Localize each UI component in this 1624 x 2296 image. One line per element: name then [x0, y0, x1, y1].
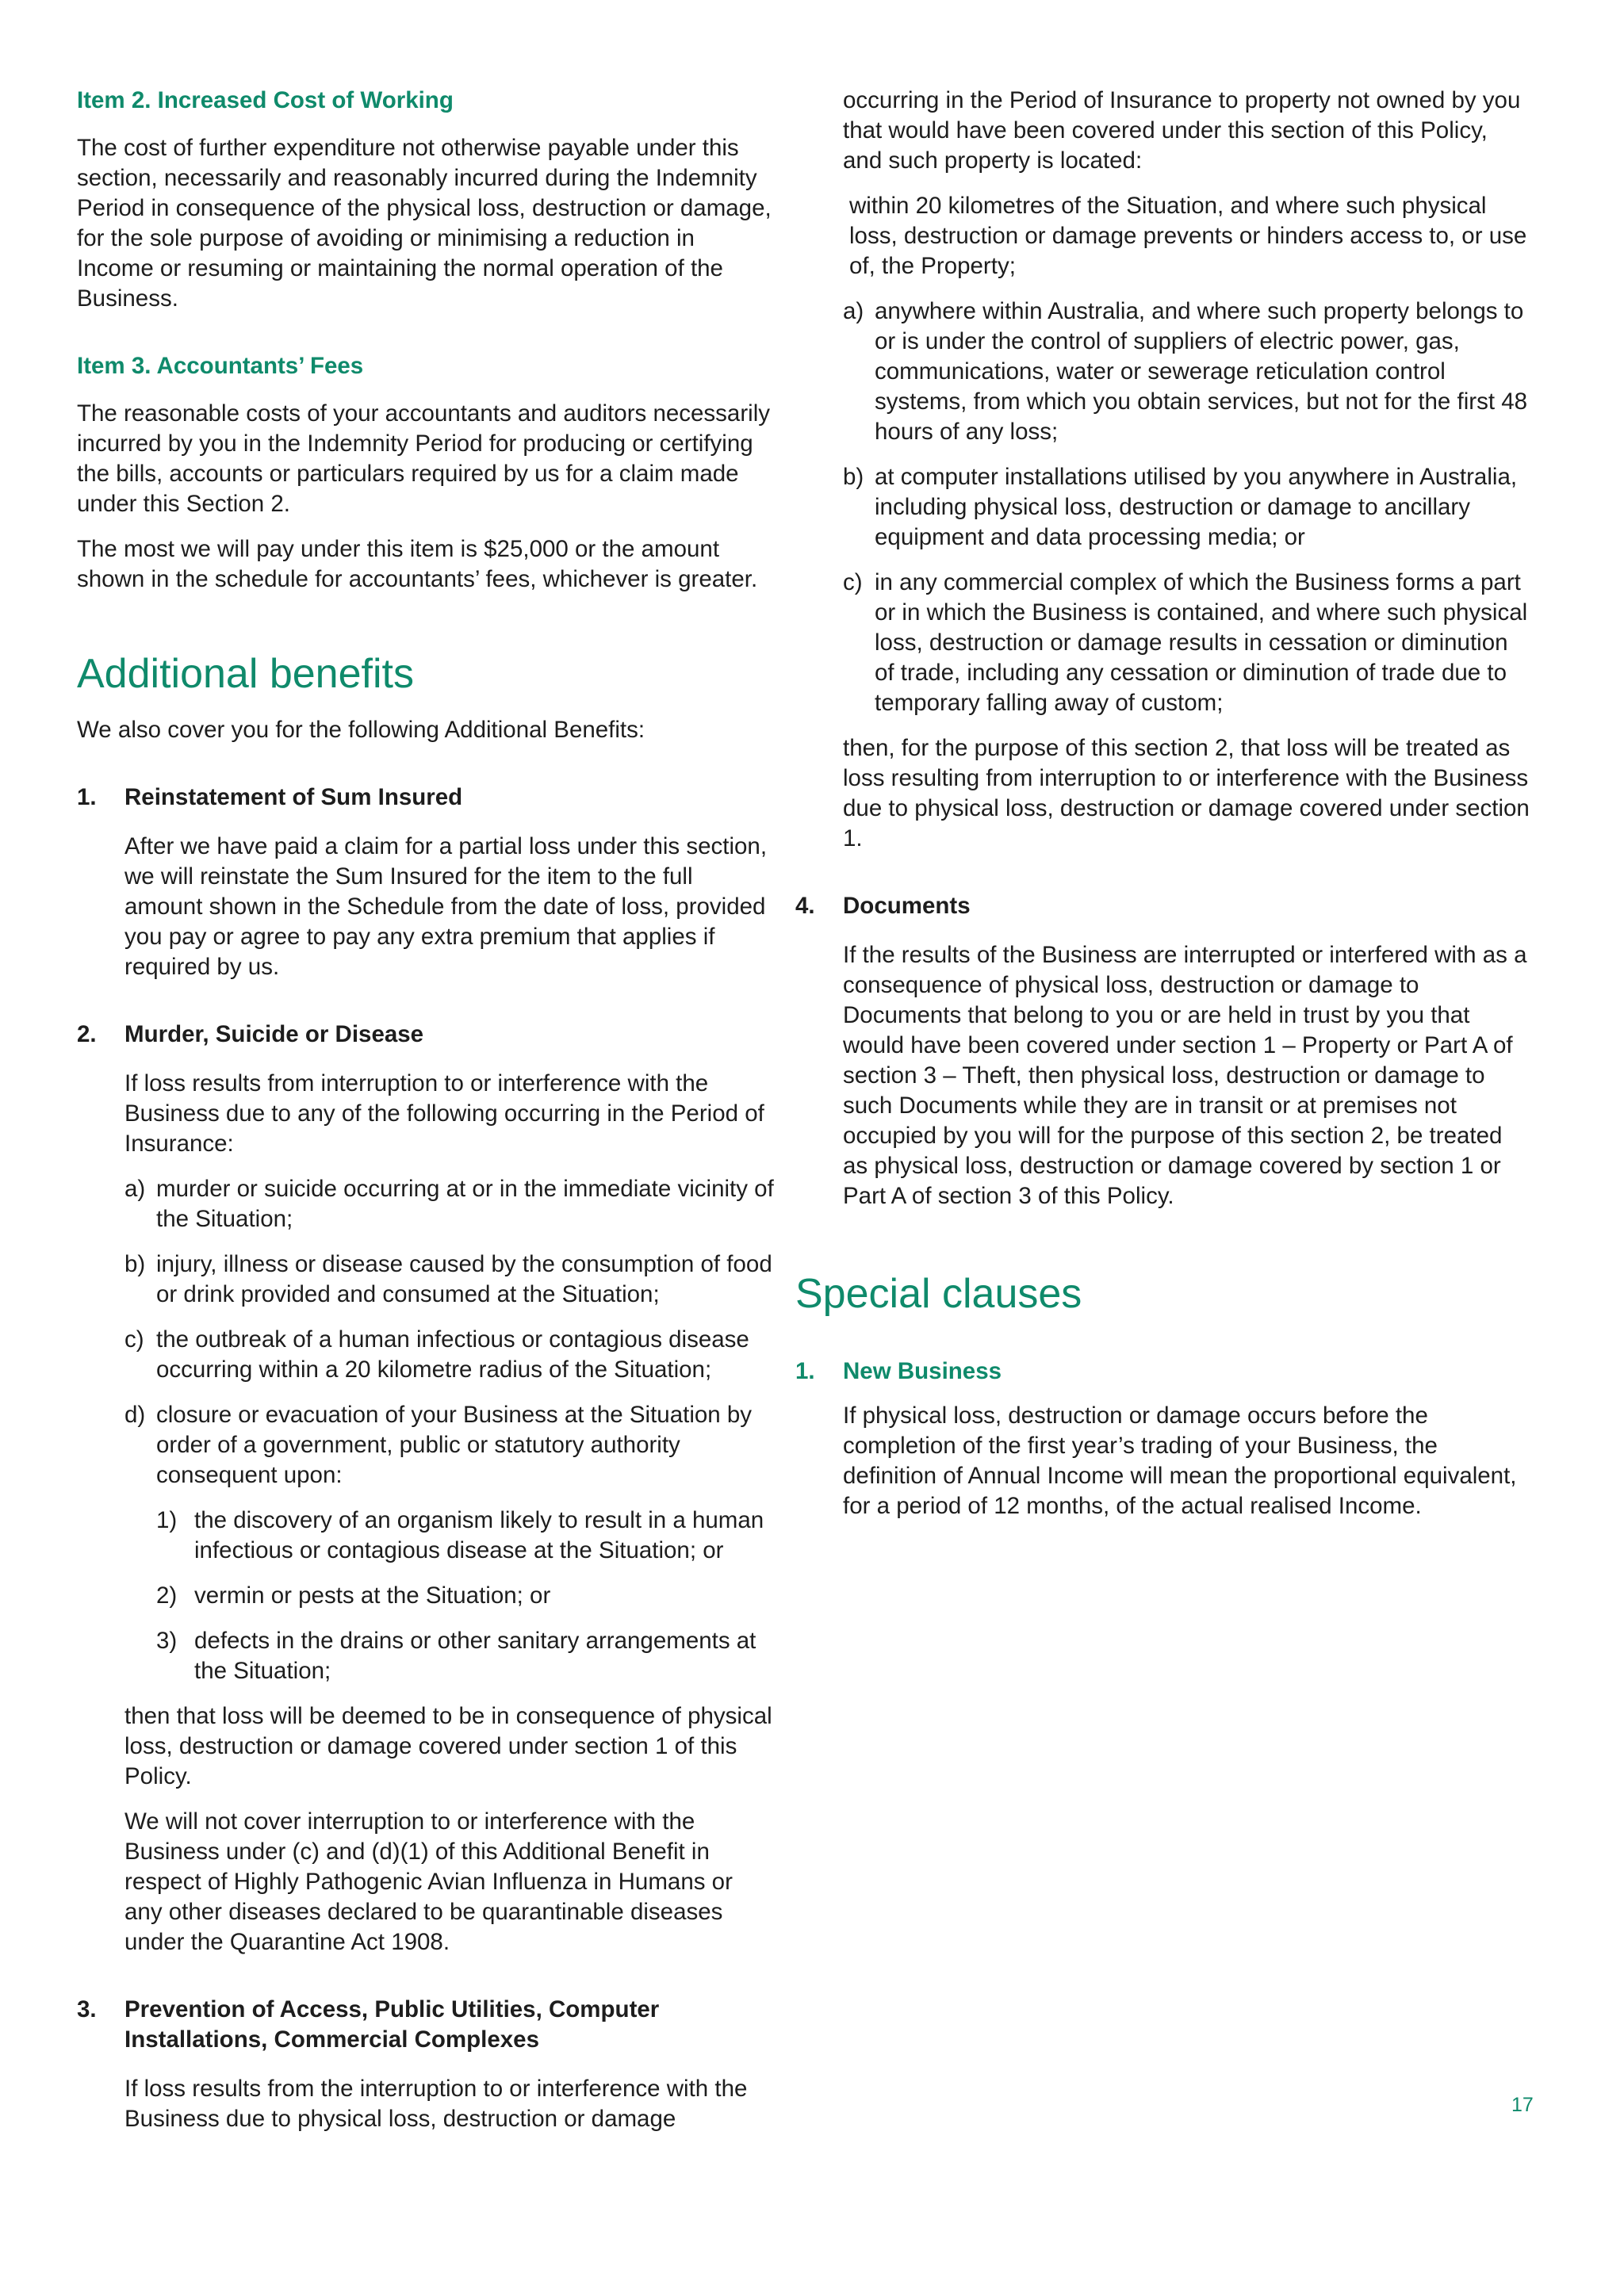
- list-item-text: closure or evacuation of your Business at the Situation by order of a government, public or statutory authority consequent upon:: [156, 1402, 753, 1488]
- list-item-text: the discovery of an organism likely to result in a human infectious or contagious disease at the Situation; or: [194, 1507, 764, 1563]
- list-marker: c): [843, 569, 863, 595]
- list-item-text: murder or suicide occurring at or in the immediate vicinity of the Situation;: [156, 1176, 774, 1232]
- benefit-4-text: If the results of the Business are interrupted or interfered with as a consequence of physical loss, destruction or damage to Documents that belong to you or are held in trust by you that would have been covered under section 1 – Property or Part A of section 3 – Theft, then physical loss, destruction or damage to such Documents while they are in transit or at premises not occupied by you will for the purpose of this section 2, be treated as physical loss, destruction or damage covered by section 1 or Part A of section 3 of this Policy.: [843, 942, 1527, 1209]
- list-marker: a): [843, 298, 864, 324]
- benefit-3-number: 3.: [77, 1996, 97, 2022]
- list-item-text: defects in the drains or other sanitary arrangements at the Situation;: [194, 1628, 756, 1684]
- benefit-4-title: Documents: [843, 893, 971, 919]
- additional-benefits-intro: We also cover you for the following Additional Benefits:: [77, 717, 645, 743]
- clause-1-number: 1.: [795, 1358, 815, 1384]
- list-marker: a): [124, 1176, 146, 1202]
- list-marker: 3): [156, 1628, 178, 1654]
- clause-1-text: If physical loss, destruction or damage occurs before the completion of the first year’s trading of your Business, the definition of Annual Income will mean the proportional equivalent, for a period of 12 months, of the actual realised Income.: [843, 1402, 1517, 1519]
- list-item-text: vermin or pests at the Situation; or: [194, 1582, 551, 1609]
- list-item: [124, 1400, 775, 1490]
- list-marker: 2): [156, 1582, 178, 1609]
- left-column: [77, 86, 775, 2134]
- additional-benefits-heading: Additional benefits: [77, 651, 414, 697]
- list-marker: b): [124, 1251, 146, 1277]
- benefit-2-number: 2.: [77, 1021, 97, 1047]
- item3-heading: Item 3. Accountants’ Fees: [77, 353, 364, 379]
- benefit-3-heading: [77, 1995, 775, 2055]
- benefit-1-number: 1.: [77, 784, 97, 810]
- benefit-2-then-text: then that loss will be deemed to be in consequence of physical loss, destruction or damage covered under section 1 of this Policy.: [124, 1703, 772, 1789]
- list-item-text: the outbreak of a human infectious or contagious disease occurring within a 20 kilometre radius of the Situation;: [156, 1326, 749, 1383]
- sub-list-item: [124, 1626, 775, 1686]
- benefit-4-number: 4.: [795, 893, 815, 919]
- benefit-2-intro: If loss results from interruption to or interference with the Business due to any of the following occurring in the Period of Insurance:: [124, 1070, 764, 1157]
- benefit-1-title: Reinstatement of Sum Insured: [124, 784, 463, 810]
- list-marker: d): [124, 1402, 146, 1428]
- list-item: [124, 1325, 775, 1385]
- benefit-3-text: If loss results from the interruption to or interference with the Business due to physical loss, destruction or damage: [124, 2076, 748, 2132]
- list-item: [843, 297, 1533, 447]
- list-item-text: anywhere within Australia, and where such property belongs to or is under the control of suppliers of electric power, gas, communications, water or sewerage reticulation control systems, from which you obtain services, but not for the first 48 hours of any loss;: [875, 298, 1528, 445]
- list-item: [843, 462, 1533, 553]
- benefit-2-title: Murder, Suicide or Disease: [124, 1021, 424, 1047]
- benefit-3-title: Prevention of Access, Public Utilities, Computer Installations, Commercial Complexes: [124, 1996, 660, 2053]
- list-item-text: at computer installations utilised by you anywhere in Australia, including physical loss, destruction or damage to ancillary equipment and data processing media; or: [875, 464, 1518, 550]
- list-item: [843, 568, 1533, 718]
- list-marker: 1): [156, 1507, 178, 1533]
- special-clauses-heading: Special clauses: [795, 1271, 1082, 1317]
- sub-list-item: [124, 1506, 775, 1566]
- page-number: 17: [1511, 2094, 1534, 2116]
- benefit-3-then-text: then, for the purpose of this section 2, that loss will be treated as loss resulting from interruption to or interference with the Business due to physical loss, destruction or damage covered under section 1.: [843, 735, 1530, 851]
- list-marker: b): [843, 464, 864, 490]
- list-item: [124, 1249, 775, 1310]
- benefit-3-continued-text: occurring in the Period of Insurance to property not owned by you that would have been covered under this section of this Policy, and such property is located:: [843, 87, 1521, 174]
- benefit-2-exclusion: We will not cover interruption to or interference with the Business under (c) and (d)(1) of this Additional Benefit in respect of Highly Pathogenic Avian Influenza in Humans or any other diseases declared to be quarantinable diseases under the Quarantine Act 1908.: [124, 1808, 733, 1955]
- sub-list-item: [124, 1581, 775, 1611]
- benefit-1-heading: [77, 783, 775, 813]
- within-text: within 20 kilometres of the Situation, and where such physical loss, destruction or damage prevents or hinders access to, or use of, the Property;: [849, 193, 1527, 279]
- list-item: [124, 1174, 775, 1234]
- clause-1-heading: [795, 1357, 1533, 1387]
- list-item-text: in any commercial complex of which the Business forms a part or in which the Business is contained, and where such physical loss, destruction or damage results in cessation or diminution of trade, including any cessation or diminution of trade due to temporary falling away of custom;: [875, 569, 1528, 716]
- benefit-4-heading: [795, 891, 1533, 921]
- item2-heading: Item 2. Increased Cost of Working: [77, 87, 454, 113]
- list-item-text: injury, illness or disease caused by the consumption of food or drink provided and consumed at the Situation;: [156, 1251, 772, 1307]
- benefit-2-heading: [77, 1020, 775, 1050]
- benefit-1-text: After we have paid a claim for a partial loss under this section, we will reinstate the Sum Insured for the item to the full amount shown in the Schedule from the date of loss, provided you pay or agree to pay any extra premium that applies if required by us.: [124, 833, 768, 980]
- list-marker: c): [124, 1326, 144, 1353]
- benefit-2-list: [77, 1174, 775, 1686]
- item3-limit-text: The most we will pay under this item is $25,000 or the amount shown in the schedule for accountants’ fees, whichever is greater.: [77, 536, 758, 592]
- item2-text: The cost of further expenditure not otherwise payable under this section, necessarily and reasonably incurred during the Indemnity Period in consequence of the physical loss, destruction or damage, for the sole purpose of avoiding or minimising a reduction in Income or resuming or maintaining the normal operation of the Business.: [77, 135, 772, 312]
- clause-1-title: New Business: [843, 1358, 1002, 1384]
- right-column: [795, 86, 1533, 1521]
- item3-text: The reasonable costs of your accountants and auditors necessarily incurred by you in the Indemnity Period for producing or certifying the bills, accounts or particulars required by us for a claim made under this Section 2.: [77, 400, 771, 517]
